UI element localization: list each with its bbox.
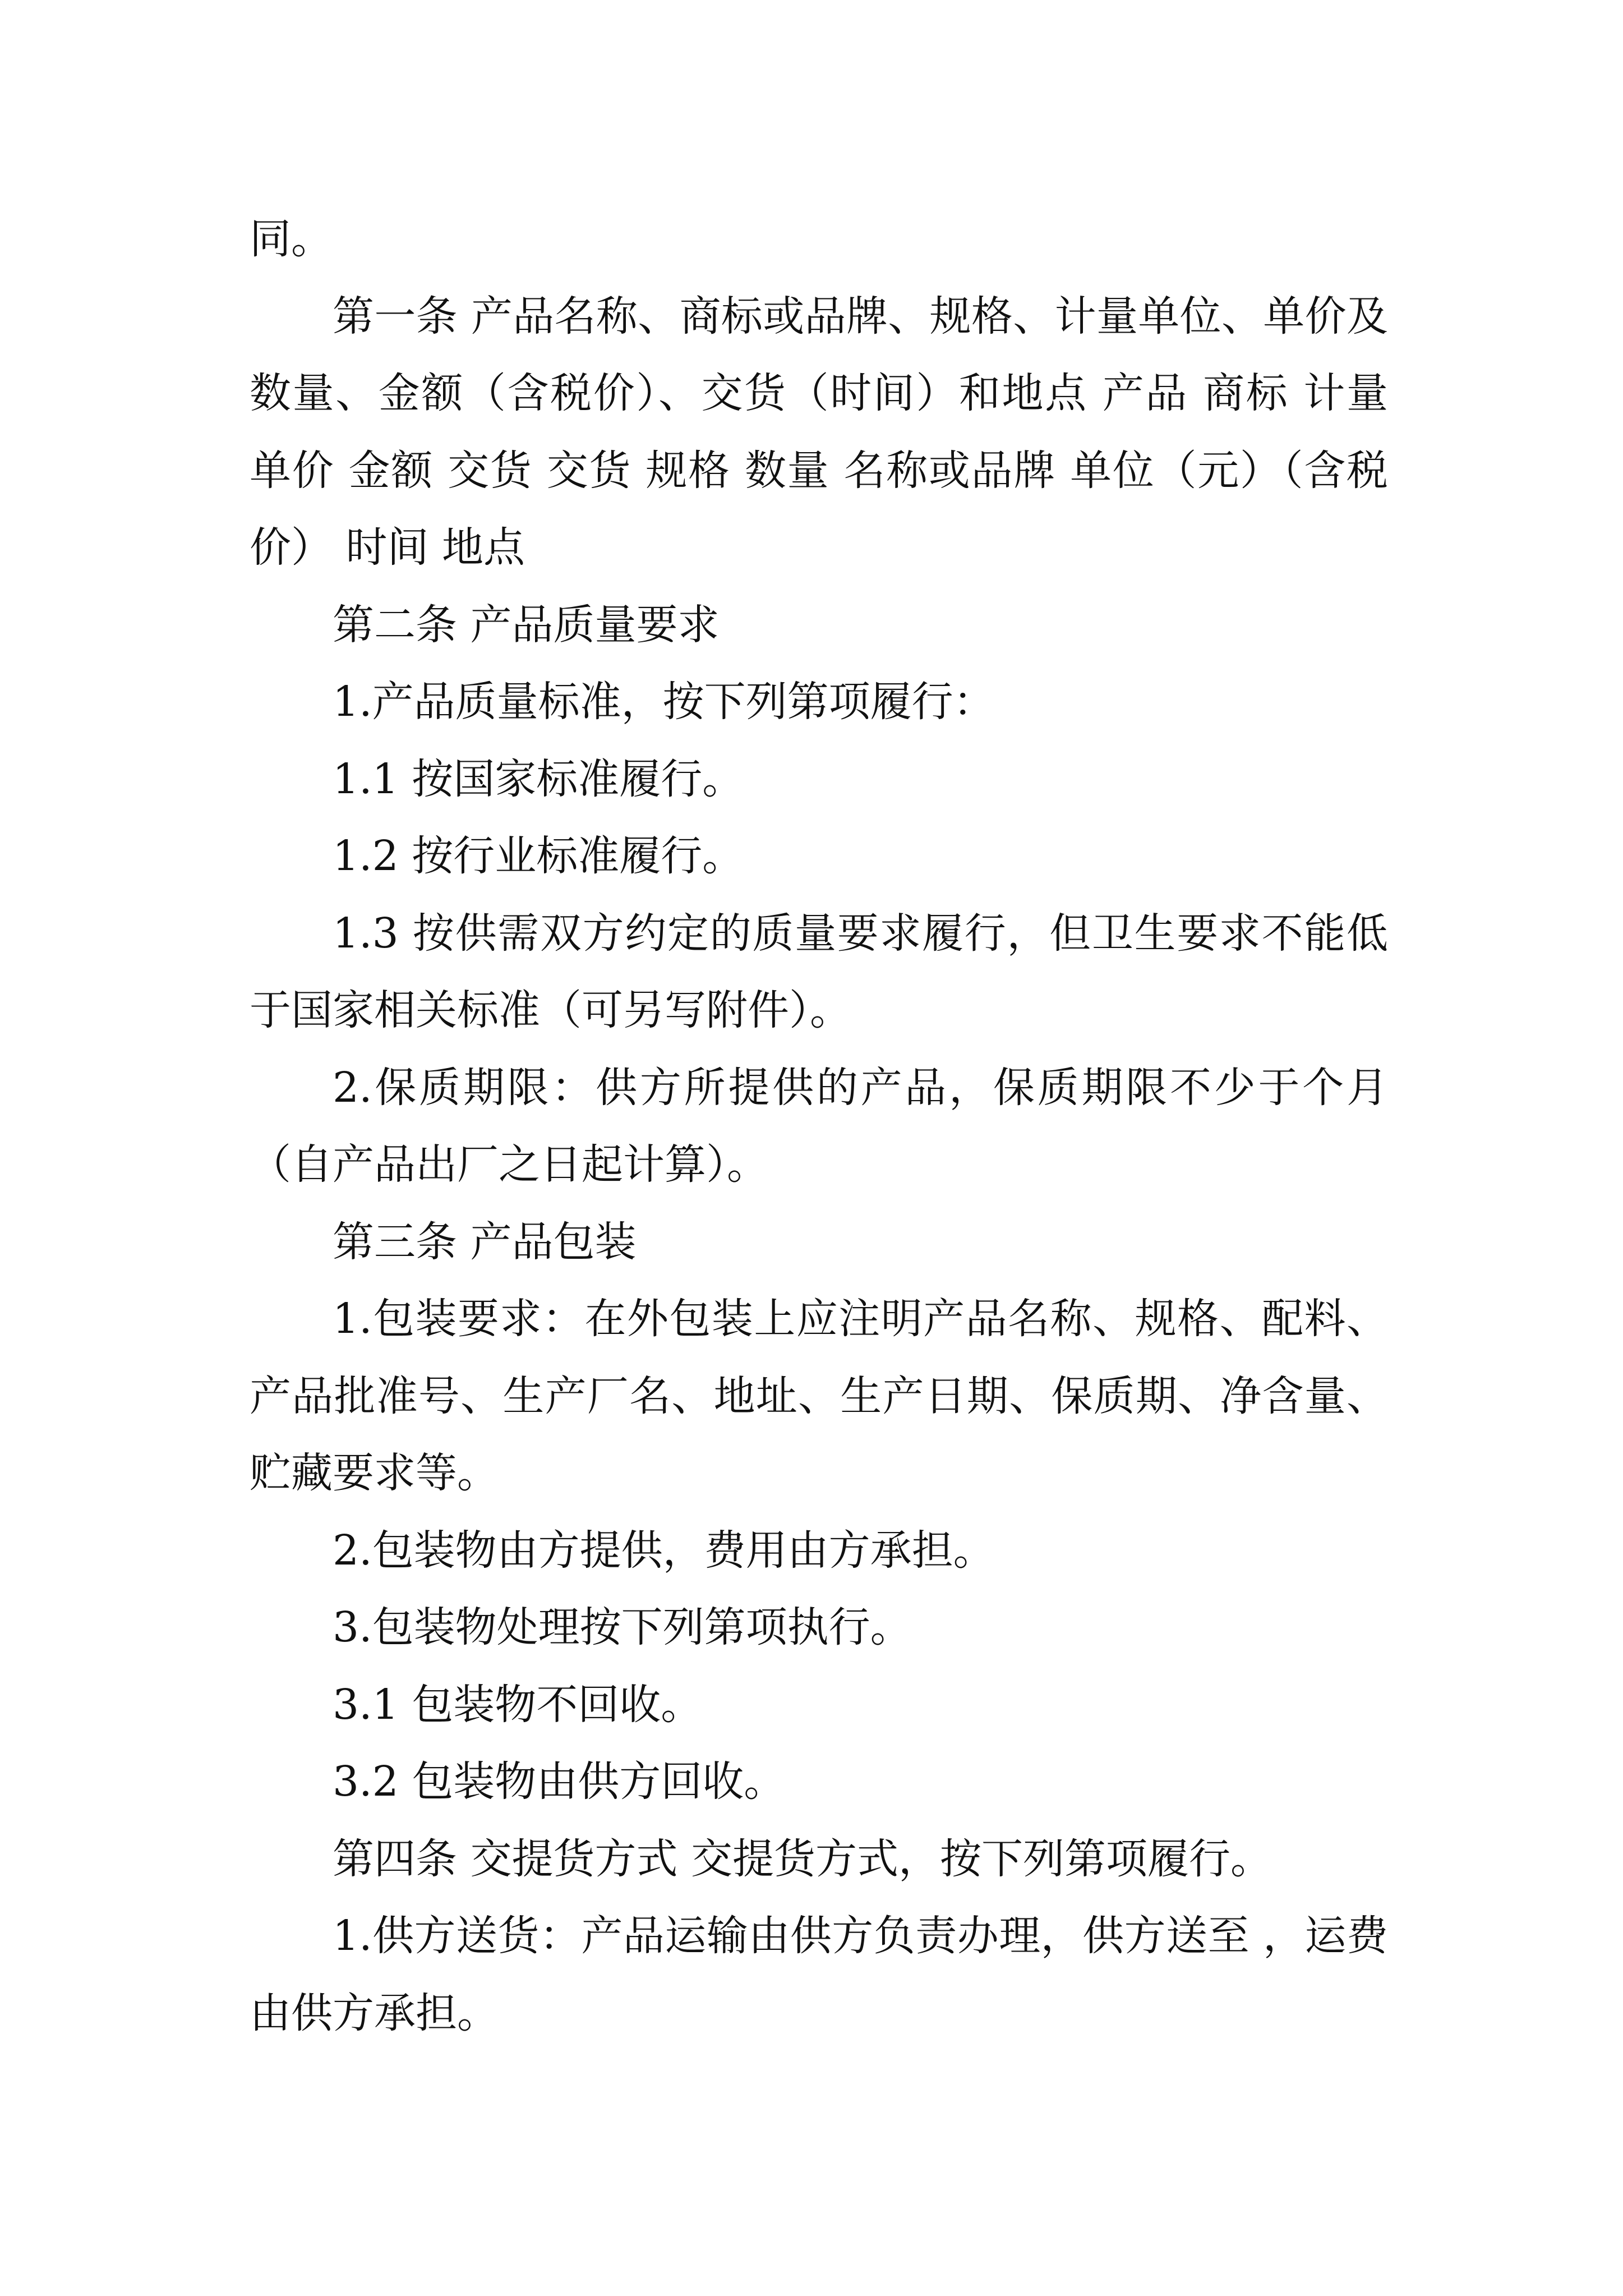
article-2-heading: 第二条 产品质量要求 xyxy=(333,600,720,649)
quality-option-1-1: 1.1 按国家标准履行。 xyxy=(333,754,744,803)
document-body xyxy=(250,201,1388,2052)
article-4-heading: 第四条 交提货方式 交提货方式，按下列第项履行。 xyxy=(333,1834,1272,1883)
shelf-life-paragraph: 2.保质期限：供方所提供的产品，保质期限不少于个月（自产品出厂之日起计算）。 xyxy=(250,1063,1388,1189)
packaging-handling-paragraph: 3.包装物处理按下列第项执行。 xyxy=(333,1603,912,1651)
article-1-paragraph: 第一条 产品名称、商标或品牌、规格、计量单位、单价及数量、金额（含税价）、交货（时间）和地点 产品 商标 计量 单价 金额 交货 交货 规格 数量 名称或品牌 单位（元）（含税价） 时间 地点 xyxy=(250,292,1388,572)
packaging-option-3-2: 3.2 包装物由供方回收。 xyxy=(333,1757,786,1806)
quality-standard-paragraph: 1.产品质量标准，按下列第项履行： xyxy=(333,678,995,726)
article-3-heading: 第三条 产品包装 xyxy=(333,1217,637,1266)
quality-option-1-3: 1.3 按供需双方约定的质量要求履行，但卫生要求不能低于国家相关标准（可另写附件）。 xyxy=(250,909,1388,1034)
paragraph-continuation: 同。 xyxy=(250,215,333,263)
delivery-option-1: 1.供方送货：产品运输由供方负责办理，供方送至 ，运费由供方承担。 xyxy=(250,1912,1388,2037)
packaging-requirements-paragraph: 1.包装要求：在外包装上应注明产品名称、规格、配料、产品批准号、生产厂名、地址、生产日期、保质期、净含量、贮藏要求等。 xyxy=(250,1295,1388,1497)
packaging-option-3-1: 3.1 包装物不回收。 xyxy=(333,1680,703,1729)
quality-option-1-2: 1.2 按行业标准履行。 xyxy=(333,832,744,880)
packaging-supply-paragraph: 2.包装物由方提供，费用由方承担。 xyxy=(333,1526,995,1575)
